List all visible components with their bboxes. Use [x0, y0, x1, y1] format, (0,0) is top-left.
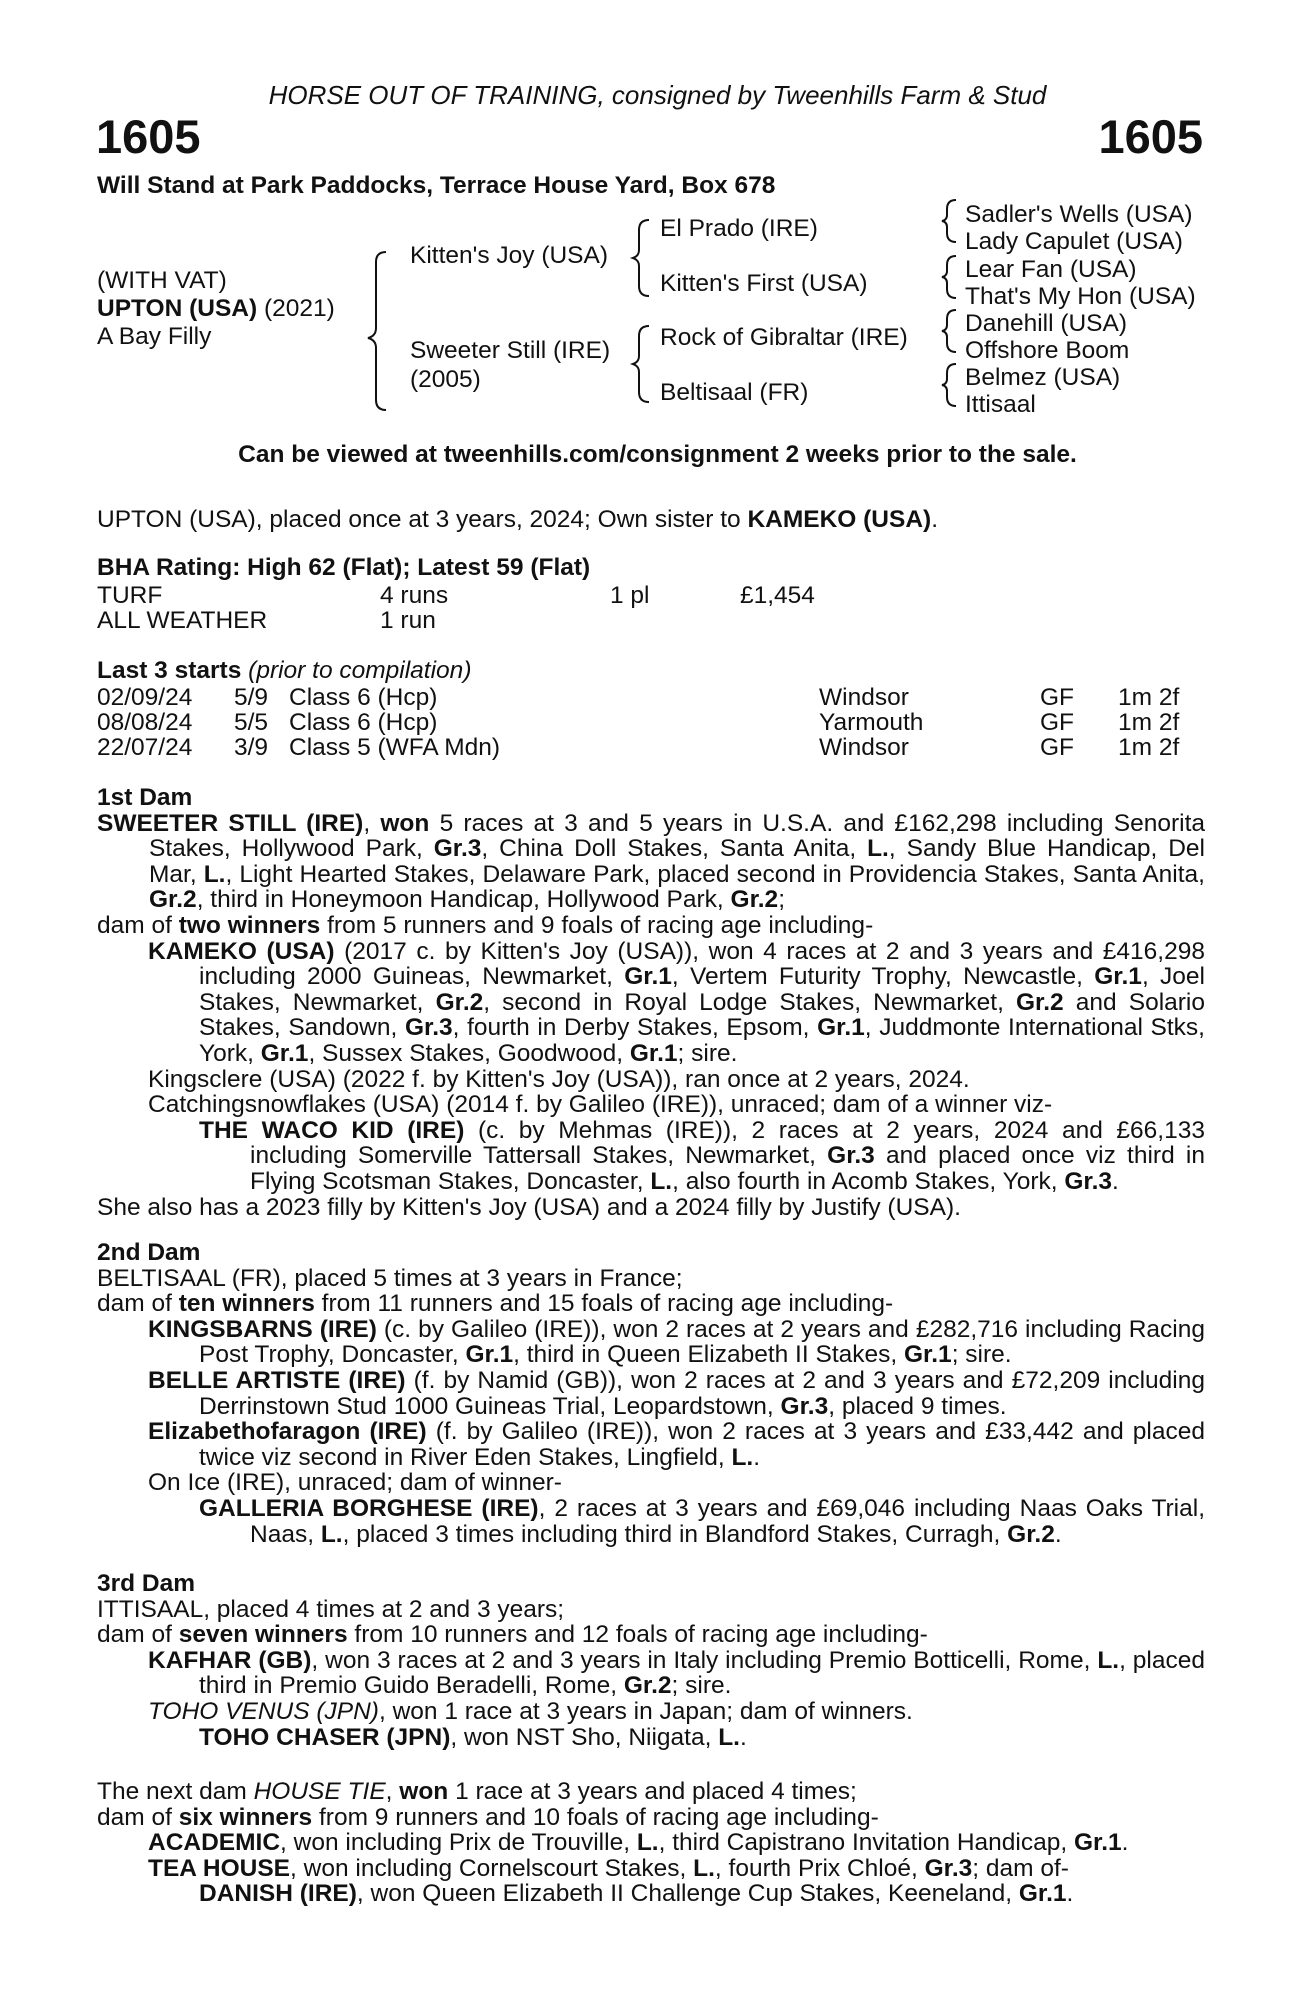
last-starts-heading: Last 3 starts — [97, 657, 242, 684]
start-date-0: 02/09/24 — [97, 684, 193, 711]
start-date-2: 22/07/24 — [97, 734, 193, 761]
main-brace — [368, 252, 386, 410]
first-dam-produce: dam of two winners from 5 runners and 9 foals of racing age including- — [97, 911, 874, 939]
rating-row-runs-0: 4 runs — [380, 582, 449, 609]
lot-number-right: 1605 — [1098, 110, 1203, 163]
last-starts-heading-line — [97, 658, 471, 684]
consignment-header: HORSE OUT OF TRAINING, consigned by Tweenhills Farm & Stud — [268, 80, 1047, 110]
pedigree-dd: Beltisaal (FR) — [660, 379, 809, 406]
first-dam-heading: 1st Dam — [97, 784, 193, 811]
third-dam-produce: dam of seven winners from 10 runners and 12 foals of racing age including- — [97, 1621, 928, 1649]
dd-brace — [942, 364, 956, 406]
pedigree-sire: Kitten's Joy (USA) — [410, 242, 609, 269]
pedigree-dsd: Offshore Boom — [965, 337, 1130, 364]
first-dam-record: SWEETER STILL (IRE), won 5 races at 3 and 5 years in U.S.A. and £162,298 including Senorita Stakes, Hollywood Park, Gr.3, China Doll Stakes, Santa Anita, L., Sandy Blue Handicap, Del Mar, L., Light Hearted Stakes, Delaware Park, placed second in Providencia Stakes, Santa Anita, Gr.2, third in Honeymoon Handicap, Hollywood Park, Gr.2; — [97, 809, 1206, 914]
start-course-2: Windsor — [819, 734, 909, 761]
first-dam-section — [97, 785, 1205, 1220]
danish-record: DANISH (IRE), won Queen Elizabeth II Challenge Cup Stakes, Keeneland, Gr.1. — [199, 1880, 1074, 1908]
start-going-0: GF — [1040, 684, 1075, 711]
pedigree-ds: Rock of Gibraltar (IRE) — [660, 324, 908, 351]
last-starts-note: (prior to compilation) — [248, 657, 472, 684]
stand-location: Will Stand at Park Paddocks, Terrace House Yard, Box 678 — [97, 172, 776, 199]
pedigree-sss: Sadler's Wells (USA) — [965, 201, 1193, 228]
start-dist-0: 1m 2f — [1118, 684, 1180, 711]
next-dam-intro: The next dam HOUSE TIE, won 1 race at 3 years and placed 4 times; — [97, 1778, 857, 1805]
summary-text: UPTON (USA), placed once at 3 years, 2024; Own sister to — [97, 506, 748, 533]
second-dam-produce: dam of ten winners from 11 runners and 15 foals of racing age including- — [97, 1290, 894, 1318]
bha-rating-heading: BHA Rating: High 62 (Flat); Latest 59 (Flat) — [97, 554, 591, 581]
rating-row-surface-0: TURF — [97, 582, 163, 609]
viewing-note: Can be viewed at tweenhills.com/consignment 2 weeks prior to the sale. — [238, 441, 1077, 468]
rating-row-placed-0: 1 pl — [610, 582, 650, 609]
vat-note: (WITH VAT) — [97, 267, 227, 294]
pedigree-dds: Belmez (USA) — [965, 364, 1121, 391]
pedigree-ddd: Ittisaal — [965, 391, 1036, 418]
first-dam-also: She also has a 2023 filly by Kitten's Joy (USA) and a 2024 filly by Justify (USA). — [97, 1193, 961, 1221]
start-pos-1: 5/5 — [234, 709, 269, 736]
pedigree-dam-year: (2005) — [410, 366, 481, 393]
kameko-record: KAMEKO (USA) (2017 c. by Kitten's Joy (USA)), won 4 races at 2 and 3 years and £416,298 including 2000 Guineas, Newmarket, Gr.1, Vertem Futurity Trophy, Newcastle, Gr.1, Joel Stakes, Newmarket, Gr.2, second in Royal Lodge Stakes, Newmarket, Gr.2 and Solario Stakes, Sandown, Gr.3, fourth in Derby Stakes, Epsom, Gr.1, Juddmonte International Stks, York, Gr.1, Sussex Stakes, Goodwood, Gr.1; sire. — [148, 937, 1205, 1067]
start-pos-2: 3/9 — [234, 734, 269, 761]
summary-end: . — [931, 506, 938, 533]
start-pos-0: 5/9 — [234, 684, 269, 711]
tea-house-record: TEA HOUSE, won including Cornelscourt Stakes, L., fourth Prix Chloé, Gr.3; dam of- — [148, 1854, 1069, 1882]
horse-name: UPTON (USA) — [97, 295, 258, 322]
start-course-1: Yarmouth — [819, 709, 924, 736]
horse-summary — [97, 507, 938, 533]
start-race-0: Class 6 (Hcp) — [289, 684, 438, 711]
start-race-1: Class 6 (Hcp) — [289, 709, 438, 736]
dam-brace — [633, 326, 649, 402]
ds-brace — [942, 310, 956, 352]
next-dam-produce: dam of six winners from 9 runners and 10 foals of racing age including- — [97, 1803, 879, 1831]
start-dist-1: 1m 2f — [1118, 709, 1180, 736]
kafhar-record: KAFHAR (GB), won 3 races at 2 and 3 years in Italy including Premio Botticelli, Rome, L., placed third in Premio Guido Beradelli, Rome, Gr.2; sire. — [148, 1646, 1206, 1700]
lot-number-left: 1605 — [96, 110, 201, 163]
galleria-borghese-record: GALLERIA BORGHESE (IRE), 2 races at 3 years and £69,046 including Naas Oaks Trial, Naas, L., placed 3 times including third in Blandford Stakes, Curragh, Gr.2. — [199, 1494, 1205, 1548]
pedigree-sd: Kitten's First (USA) — [660, 270, 868, 297]
second-dam-intro: BELTISAAL (FR), placed 5 times at 3 years in France; — [97, 1264, 683, 1292]
start-course-0: Windsor — [819, 684, 909, 711]
start-going-2: GF — [1040, 734, 1075, 761]
pedigree-dss: Danehill (USA) — [965, 310, 1128, 337]
waco-kid-record: THE WACO KID (IRE) (c. by Mehmas (IRE)), 2 races at 2 years, 2024 and £66,133 including Somerville Tattersall Stakes, Newmarket, Gr.3 and placed once viz third in Flying Scotsman Stakes, Doncaster, L., also fourth in Acomb Stakes, York, Gr.3. — [199, 1116, 1205, 1195]
on-ice-record: On Ice (IRE), unraced; dam of winner- — [148, 1469, 562, 1497]
toho-chaser-record: TOHO CHASER (JPN), won NST Sho, Niigata, L.. — [199, 1723, 747, 1751]
kingsbarns-record: KINGSBARNS (IRE) (c. by Galileo (IRE)), won 2 races at 2 years and £282,716 including Racing Post Trophy, Doncaster, Gr.1, third in Queen Elizabeth II Stakes, Gr.1; sire. — [148, 1315, 1205, 1369]
academic-record: ACADEMIC, won including Prix de Trouville, L., third Capistrano Invitation Handicap, Gr.1. — [148, 1829, 1129, 1857]
horse-year: (2021) — [263, 295, 335, 322]
kingsclere-record: Kingsclere (USA) (2022 f. by Kitten's Joy (USA)), ran once at 2 years, 2024. — [148, 1065, 970, 1093]
belle-artiste-record: BELLE ARTISTE (IRE) (f. by Namid (GB)), won 2 races at 2 and 3 years and £72,209 including Derrinstown Stud 1000 Guineas Trial, Leopardstown, Gr.3, placed 9 times. — [148, 1366, 1205, 1420]
pedigree-dam: Sweeter Still (IRE) — [410, 337, 611, 364]
sire-brace — [633, 220, 649, 296]
catchingsnowflakes-record: Catchingsnowflakes (USA) (2014 f. by Galileo (IRE)), unraced; dam of a winner viz- — [148, 1091, 1053, 1119]
third-dam-intro: ITTISAAL, placed 4 times at 2 and 3 years; — [97, 1595, 565, 1623]
toho-venus-record: TOHO VENUS (JPN), won 1 race at 3 years in Japan; dam of winners. — [148, 1697, 913, 1725]
elizabethofaragon-record: Elizabethofaragon (IRE) (f. by Galileo (IRE)), won 2 races at 3 years and £33,442 and placed twice viz second in River Eden Stakes, Lingfield, L.. — [148, 1418, 1206, 1471]
rating-row-earnings-0: £1,454 — [740, 582, 815, 609]
third-dam-heading: 3rd Dam — [97, 1570, 196, 1597]
summary-sibling: KAMEKO (USA) — [747, 506, 932, 533]
start-race-2: Class 5 (WFA Mdn) — [289, 734, 501, 761]
next-dam-section — [97, 1779, 1205, 1907]
pedigree-ss: El Prado (IRE) — [660, 215, 818, 242]
start-going-1: GF — [1040, 709, 1075, 736]
ss-brace — [942, 200, 956, 242]
second-dam-heading: 2nd Dam — [97, 1239, 201, 1266]
sd-brace — [942, 256, 956, 298]
horse-description: A Bay Filly — [97, 323, 212, 350]
pedigree-ssd: Lady Capulet (USA) — [965, 228, 1183, 255]
pedigree-sds: Lear Fan (USA) — [965, 256, 1137, 283]
start-date-1: 08/08/24 — [97, 709, 193, 736]
rating-row-surface-1: ALL WEATHER — [97, 607, 268, 634]
pedigree-sdd: That's My Hon (USA) — [965, 283, 1196, 310]
third-dam-section — [97, 1571, 1205, 1750]
start-dist-2: 1m 2f — [1118, 734, 1180, 761]
second-dam-section — [97, 1240, 1205, 1547]
rating-row-runs-1: 1 run — [380, 607, 436, 634]
